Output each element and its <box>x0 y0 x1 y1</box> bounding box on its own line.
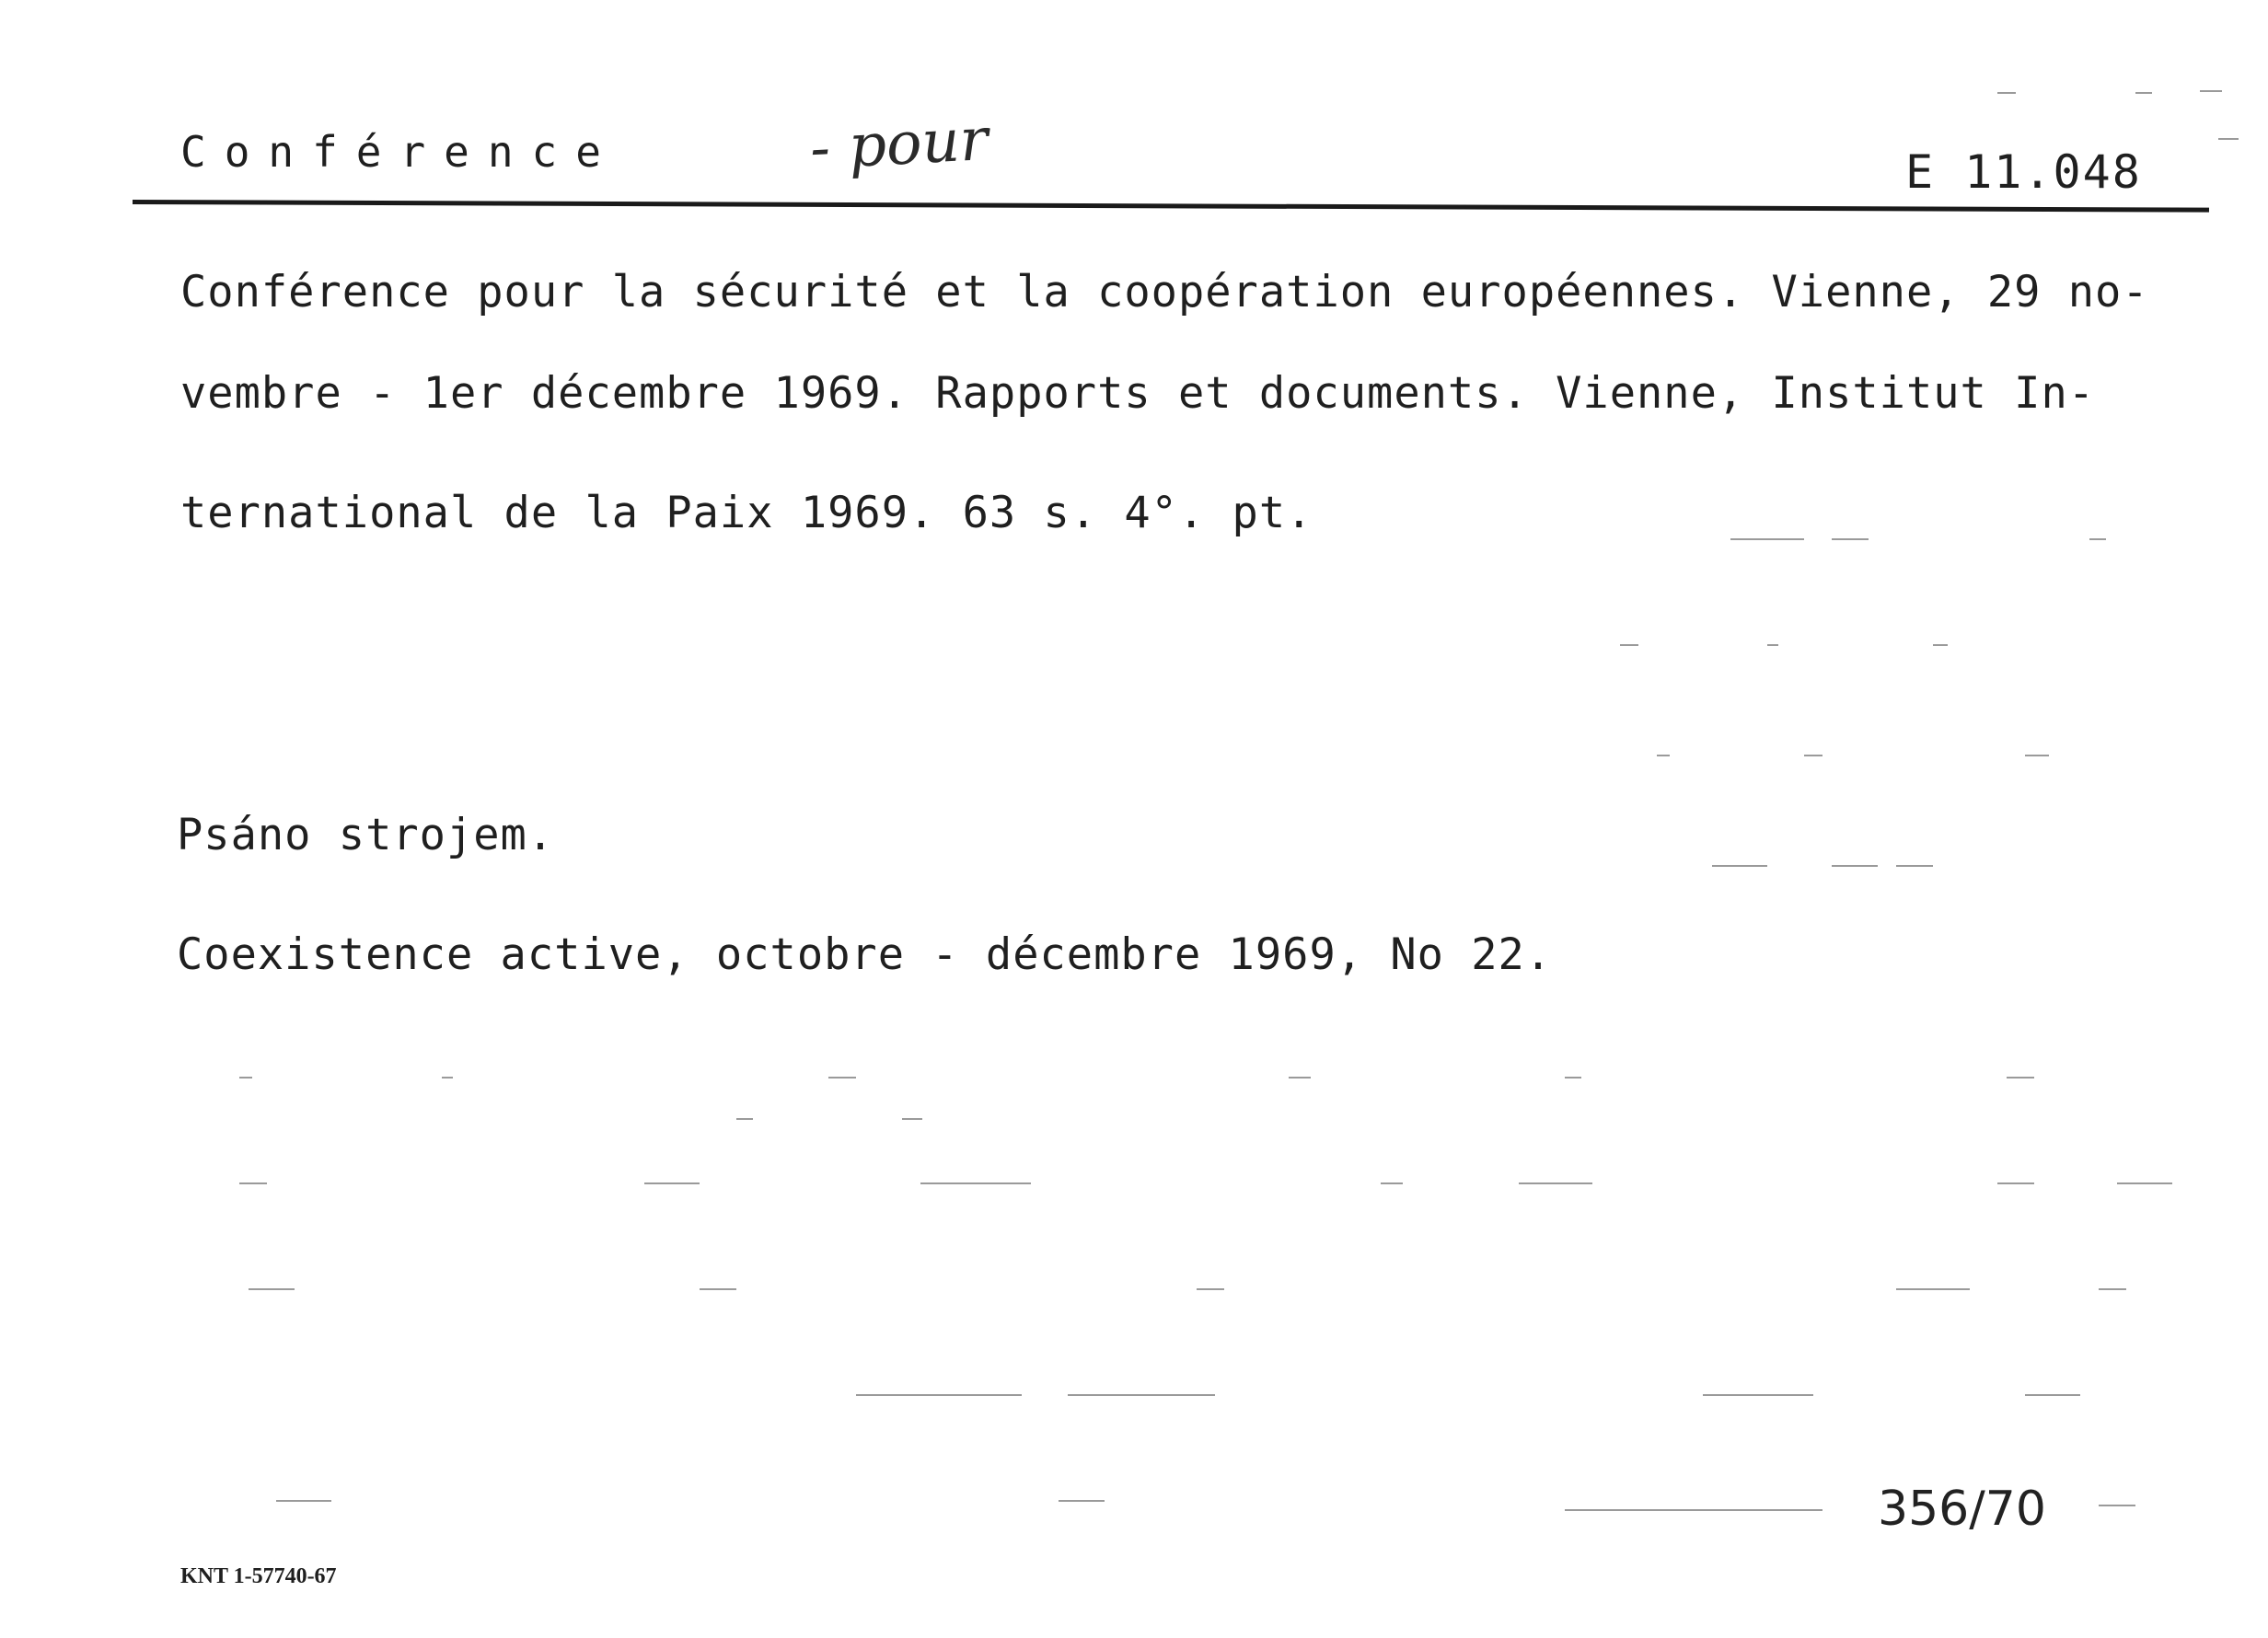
entry-line-2: vembre - 1er décembre 1969. Rapports et documents. Vienne, Institut In- <box>180 368 2096 419</box>
entry-line-1: Conférence pour la sécurité et la coopération européennes. Vienne, 29 no- <box>180 267 2149 317</box>
call-number: E 11.048 <box>1905 145 2142 199</box>
handwritten-note: - pour <box>808 105 990 184</box>
note-typescript: Psáno strojem. <box>177 810 555 860</box>
entry-line-3: ternational de la Paix 1969. 63 s. 4°. pt. <box>180 488 1313 538</box>
accession-number: 356/70 <box>1878 1482 2046 1537</box>
header-rule <box>133 200 2209 213</box>
printer-mark: KNT 1-57740-67 <box>180 1564 337 1588</box>
card-heading: Conférence <box>180 127 619 177</box>
note-source: Coexistence active, octobre - décembre 1969, No 22. <box>177 929 1553 980</box>
